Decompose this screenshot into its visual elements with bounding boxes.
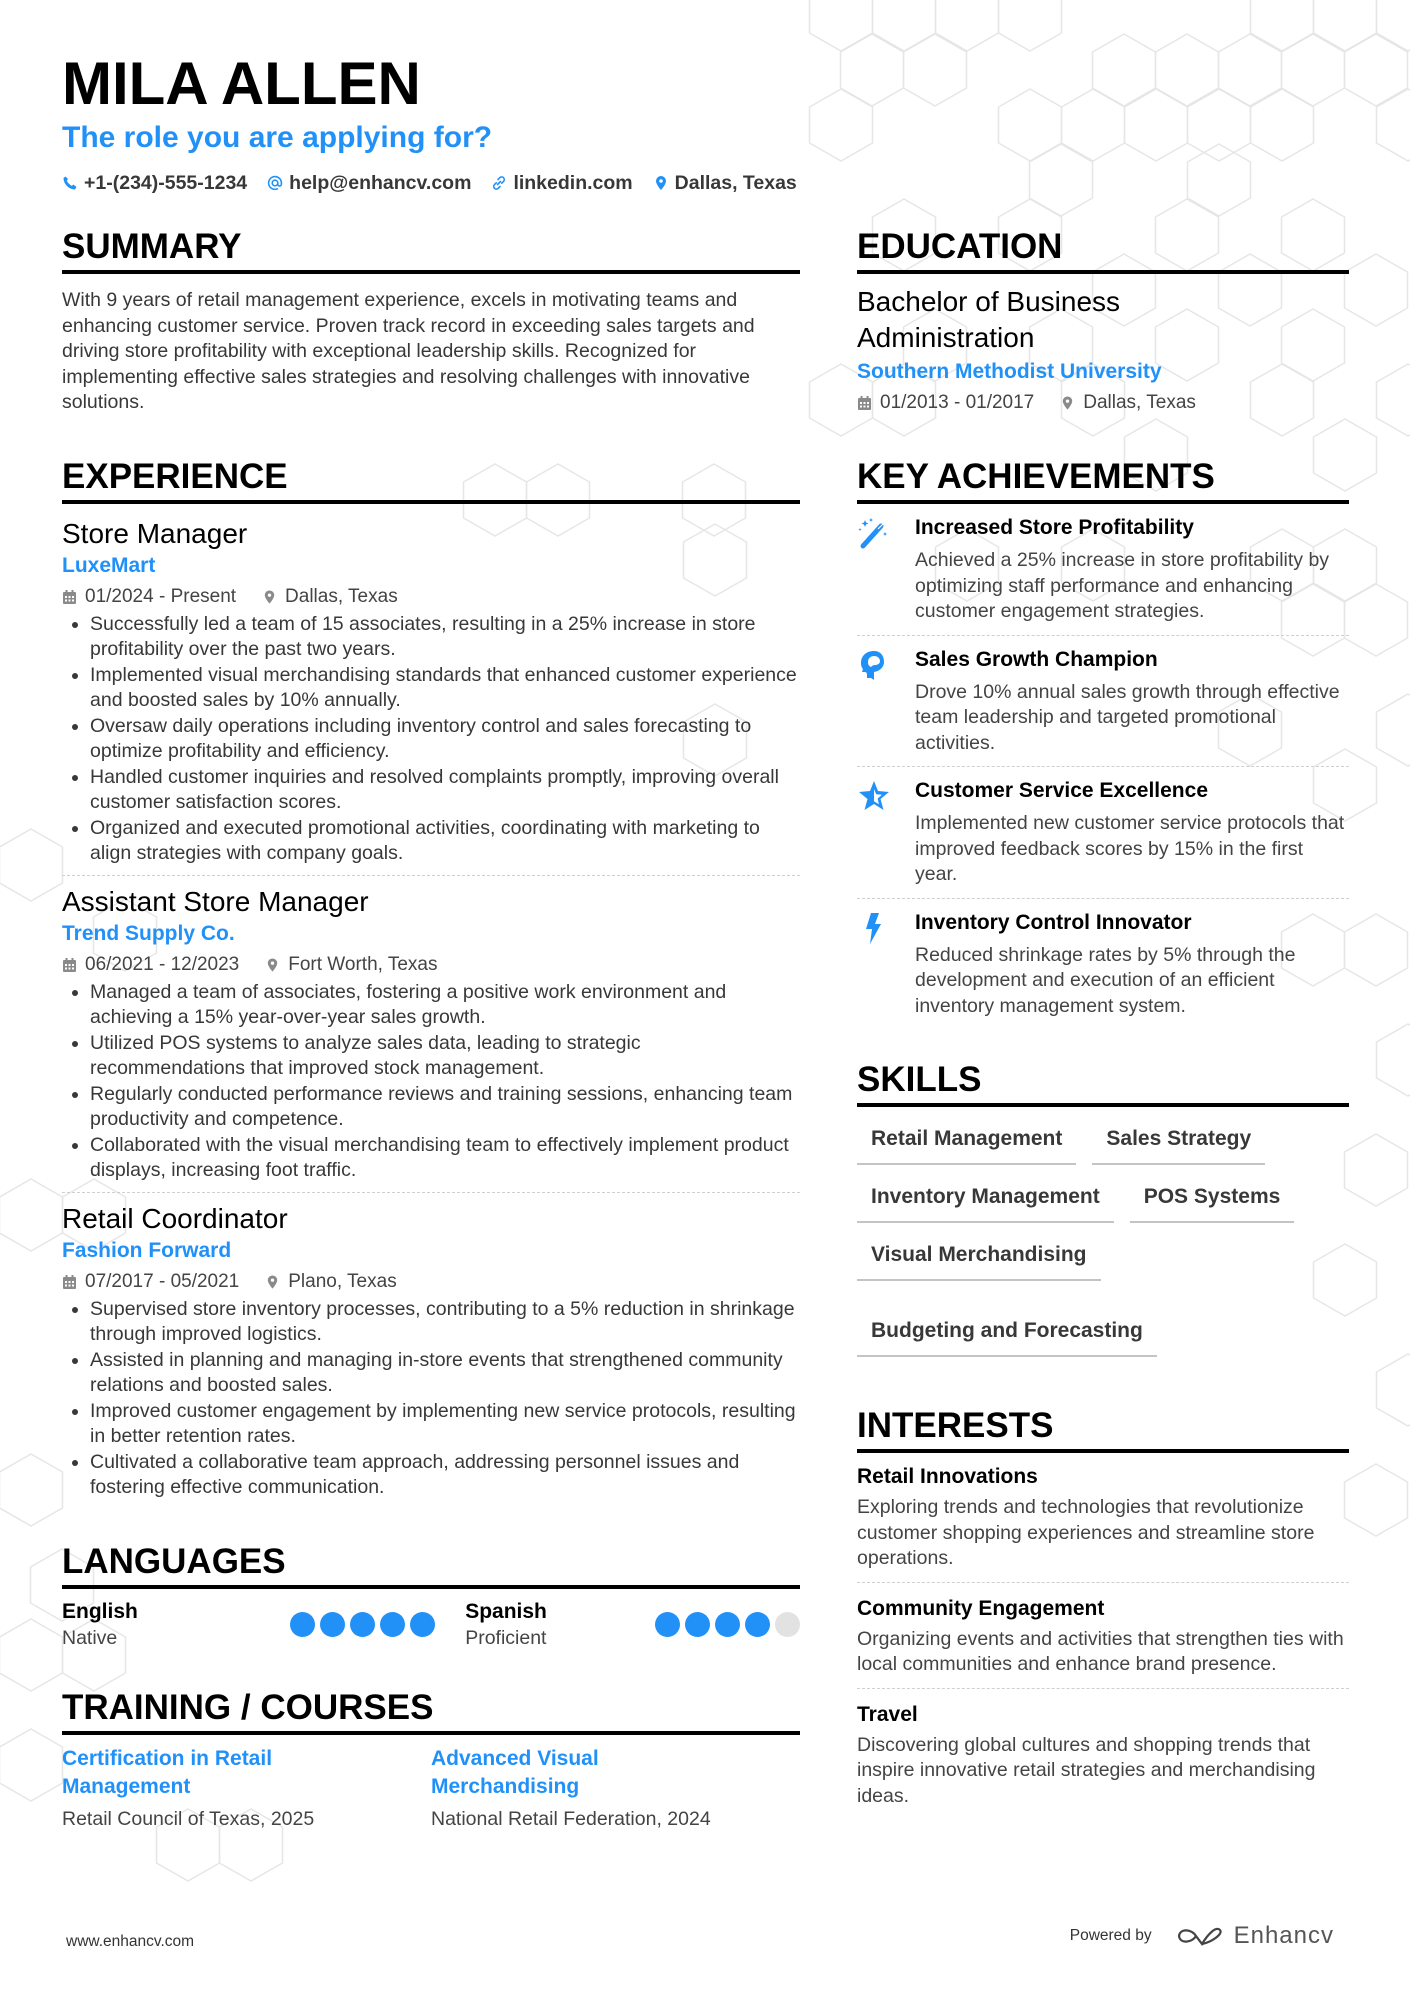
bullet-item: • Assisted in planning and managing in-store events that strengthened community relations and boosted sales. [90,1348,800,1399]
calendar-icon [62,1274,77,1290]
job-dates: 01/2024 - Present [85,585,237,607]
achievement-desc: Achieved a 25% increase in store profitability by optimizing staff performance and enhancing customer engagement strategies. [915,549,1330,622]
calendar-icon [62,957,77,973]
contact-email[interactable] [267,170,471,196]
skill-tag: Inventory Management [857,1183,1114,1223]
divider [62,875,800,876]
bullet-item: • Collaborated with the visual merchandising team to effectively implement product displays, increasing foot traffic. [90,1133,800,1184]
language-item [465,1599,800,1651]
bullet-item: • Regularly conducted performance reviews and training sessions, enhancing team productivity and competence. [90,1082,800,1133]
interests-heading: INTERESTS [857,1405,1349,1453]
training-section [62,1687,800,1833]
job-entry [62,884,800,1184]
dot-filled [715,1612,740,1637]
dot-filled [290,1612,315,1637]
education-section [857,226,1349,416]
interest-item [857,1453,1349,1580]
dot-empty [775,1612,800,1637]
achievement-title: Inventory Control Innovator [915,910,1192,934]
contact-info [62,170,797,196]
job-dates: 07/2017 - 05/2021 [85,1270,240,1292]
summary-text: With 9 years of retail management experience, excels in motivating teams and enhancing customer service. Proven track record in exceeding sales targets and driving store profitability with exceptional leadership skills. Recognized for implementing effective sales strategies and resolving challenges with innovative solutions. [62,289,755,413]
summary-heading: SUMMARY [62,226,800,274]
language-item [62,1599,465,1651]
languages-section [62,1541,800,1651]
job-location: Dallas, Texas [285,585,398,607]
job-meta [62,952,800,978]
linkedin-text: linkedin.com [513,172,633,194]
proficiency-dots [290,1612,435,1637]
powered-by-label: Powered by [1069,1927,1152,1944]
skill-tag: Budgeting and Forecasting [857,1317,1157,1357]
achievements-section [857,456,1349,1029]
proficiency-dots [655,1612,800,1637]
achievement-item [857,636,1349,767]
footer-branding[interactable] [1070,1922,1334,1950]
experience-section [62,456,800,1501]
job-entry [62,516,800,867]
skill-tag: Visual Merchandising [857,1241,1101,1281]
contact-linkedin[interactable] [491,170,632,196]
phone-text: +1-(234)-555-1234 [84,172,248,194]
language-name: English [62,1599,138,1623]
location-text: Dallas, Texas [674,172,797,194]
language-name: Spanish [465,1599,547,1623]
email-text: help@enhancv.com [289,172,472,194]
achievement-title: Customer Service Excellence [915,779,1208,802]
job-title: Retail Coordinator [62,1202,288,1234]
education-heading: EDUCATION [857,226,1349,274]
course-title: Certification in Retail Management [62,1746,273,1798]
interest-title: Community Engagement [857,1596,1105,1620]
job-bullets [62,612,800,867]
bullet-item: • Improved customer engagement by implementing new service protocols, resulting in better retention rates. [90,1399,800,1450]
skill-tag: Retail Management [857,1125,1076,1165]
job-title: Assistant Store Manager [62,885,369,917]
course-org: Retail Council of Texas, 2025 [62,1807,315,1830]
skills-list [857,1125,1349,1357]
job-bullets [62,1297,800,1501]
degree: Bachelor of Business Administration [857,286,1121,353]
phone-icon [62,175,78,191]
link-icon [491,175,507,191]
location-pin-icon [1060,395,1075,411]
dot-filled [380,1612,405,1637]
calendar-icon [62,589,77,605]
contact-location [653,170,797,196]
dot-filled [350,1612,375,1637]
magic-wand-icon [857,516,891,550]
calendar-icon [857,395,872,411]
education-meta [857,390,1349,416]
enhancv-logo-icon [1176,1924,1224,1948]
bullet-item: • Utilized POS systems to analyze sales data, leading to strategic recommendations that improved stock management. [90,1031,800,1082]
achievement-item [857,899,1349,1030]
location-pin-icon [265,1274,280,1290]
dot-filled [320,1612,345,1637]
skills-section [857,1059,1349,1357]
achievement-desc: Reduced shrinkage rates by 5% through the development and execution of an efficient inventory management system. [915,943,1296,1017]
dot-filled [745,1612,770,1637]
course-org: National Retail Federation, 2024 [431,1807,711,1830]
location-pin-icon [262,589,277,605]
dot-filled [655,1612,680,1637]
interest-title: Travel [857,1702,918,1726]
course-item [62,1745,431,1833]
job-meta [62,584,800,610]
achievement-desc: Implemented new customer service protocols that improved feedback scores by 15% in the first year. [915,812,1345,885]
job-location: Plano, Texas [288,1270,397,1292]
left-column [62,226,800,1833]
footer-website-link[interactable]: www.enhancv.com [66,1933,195,1950]
language-level: Proficient [465,1626,547,1649]
job-meta [62,1269,800,1295]
interest-desc: Exploring trends and technologies that revolutionize customer shopping experiences and streamline store operations. [857,1496,1315,1569]
dot-filled [410,1612,435,1637]
bullet-item: • Handled customer inquiries and resolved complaints promptly, improving overall customer satisfaction scores. [90,765,800,816]
job-company: Trend Supply Co. [62,921,235,945]
interest-item [857,1697,1349,1818]
language-level: Native [62,1626,118,1649]
job-location: Fort Worth, Texas [288,953,438,975]
divider [857,1582,1349,1583]
lightning-bolt-icon [857,911,891,945]
education-location: Dallas, Texas [1083,392,1196,413]
divider [857,1688,1349,1689]
bullet-item: • Oversaw daily operations including inventory control and sales forecasting to optimize profitability and efficiency. [90,714,800,765]
achievement-title: Increased Store Profitability [915,516,1194,539]
training-heading: TRAINING / COURSES [62,1687,800,1735]
languages-heading: LANGUAGES [62,1541,800,1589]
job-bullets [62,980,800,1184]
at-icon [267,175,283,191]
target-role: The role you are applying for? [62,121,493,154]
location-pin-icon [653,175,669,191]
course-item [431,1745,800,1833]
education-dates: 01/2013 - 01/2017 [880,392,1035,413]
bullet-item: • Managed a team of associates, fostering a positive work environment and achieving a 15% year-over-year sales growth. [90,980,800,1031]
divider [62,1192,800,1193]
right-column [857,226,1349,1817]
job-company: Fashion Forward [62,1238,232,1262]
achievement-item [857,767,1349,898]
candidate-name: MILA ALLEN [62,50,421,117]
contact-phone[interactable] [62,170,247,196]
achievements-heading: KEY ACHIEVEMENTS [857,456,1349,504]
brand-name: Enhancv [1233,1922,1334,1949]
bullet-item: • Cultivated a collaborative team approach, addressing personnel issues and fostering effective communication. [90,1450,800,1501]
star-half-icon [857,779,891,813]
achievement-title: Sales Growth Champion [915,647,1158,671]
bullet-item: • Implemented visual merchandising standards that enhanced customer experience and boosted sales by 10% annually. [90,663,800,714]
achievement-desc: Drove 10% annual sales growth through effective team leadership and targeted promotional activities. [915,680,1340,754]
experience-heading: EXPERIENCE [62,456,800,504]
interest-desc: Discovering global cultures and shopping trends that inspire innovative retail strategies and merchandising ideas. [857,1733,1316,1807]
achievement-item [857,504,1349,635]
job-dates: 06/2021 - 12/2023 [85,953,240,975]
course-title: Advanced Visual Merchandising [431,1746,599,1798]
job-title: Store Manager [62,517,248,549]
skill-tag: Sales Strategy [1092,1125,1265,1165]
summary-section [62,226,800,416]
head-brain-icon [857,648,891,682]
job-entry [62,1201,800,1501]
interest-title: Retail Innovations [857,1465,1038,1488]
dot-filled [685,1612,710,1637]
interests-section [857,1405,1349,1817]
bullet-item: • Supervised store inventory processes, contributing to a 5% reduction in shrinkage through improved logistics. [90,1297,800,1348]
job-company: LuxeMart [62,553,156,577]
bullet-item: • Organized and executed promotional activities, coordinating with marketing to align strategies with company goals. [90,816,800,867]
bullet-item: • Successfully led a team of 15 associates, resulting in a 25% increase in store profitability over the past two years. [90,612,800,663]
skill-tag: POS Systems [1130,1183,1295,1223]
interest-desc: Organizing events and activities that strengthen ties with local communities and enhance brand presence. [857,1627,1344,1675]
school: Southern Methodist University [857,360,1162,383]
skills-heading: SKILLS [857,1059,1349,1107]
interest-item [857,1591,1349,1686]
location-pin-icon [265,957,280,973]
